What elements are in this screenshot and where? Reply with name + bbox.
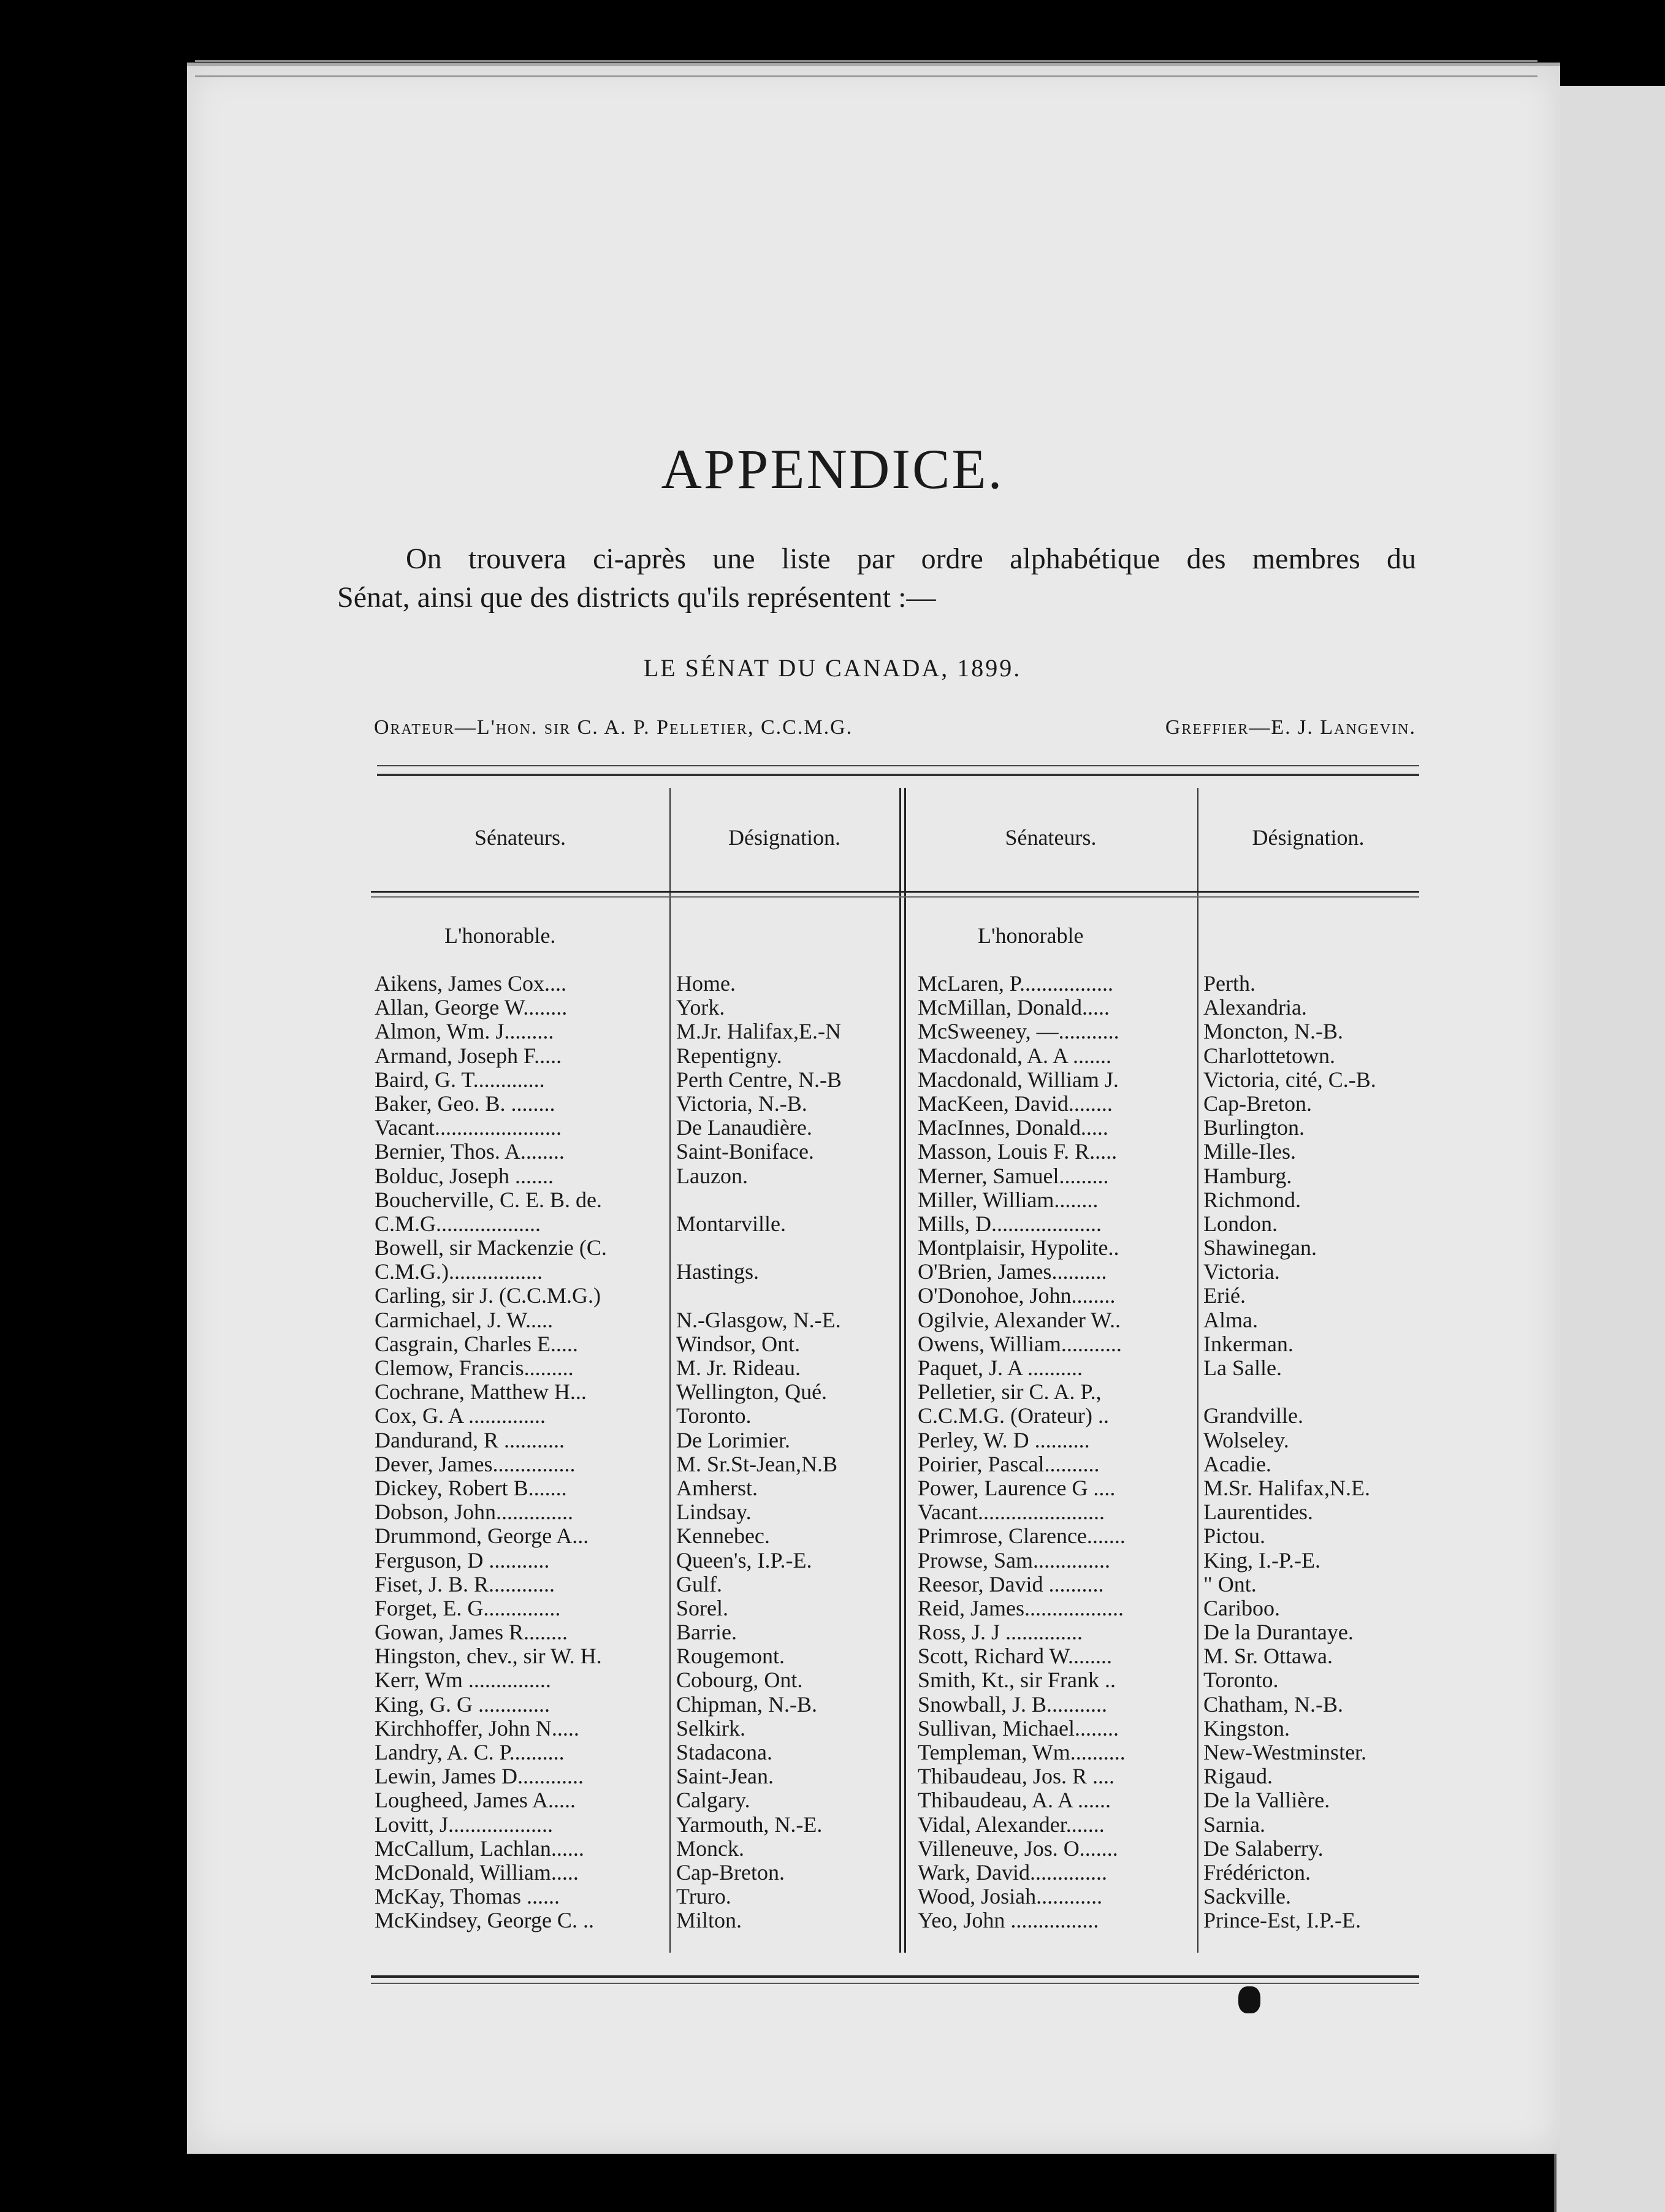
senator-name: Macdonald, William J. bbox=[918, 1067, 1119, 1092]
senator-name: Paquet, J. A .......... bbox=[918, 1356, 1083, 1380]
senator-designation: Richmond. bbox=[1203, 1188, 1301, 1212]
senator-name: Clemow, Francis......... bbox=[375, 1356, 574, 1380]
senator-name: Allan, George W........ bbox=[375, 996, 568, 1020]
senator-designation: Laurentides. bbox=[1203, 1500, 1313, 1525]
senator-designation: La Salle. bbox=[1203, 1356, 1282, 1380]
header-designation-right: Désignation. bbox=[1252, 825, 1365, 850]
page-stack-edge bbox=[195, 60, 1537, 77]
senator-name: Smith, Kt., sir Frank .. bbox=[918, 1668, 1116, 1693]
senator-designation: De Salaberry. bbox=[1203, 1836, 1324, 1861]
senator-name: Lougheed, James A..... bbox=[375, 1788, 576, 1813]
senator-name: Masson, Louis F. R..... bbox=[918, 1140, 1118, 1164]
senator-name: Kerr, Wm ............... bbox=[375, 1668, 551, 1693]
senator-designation bbox=[1203, 1380, 1419, 1404]
table-bottom-rule bbox=[371, 1975, 1419, 1984]
senator-name: Lewin, James D............ bbox=[375, 1764, 584, 1789]
senator-name: Dandurand, R ........... bbox=[375, 1428, 565, 1452]
senator-name: Hingston, chev., sir W. H. bbox=[375, 1644, 602, 1669]
senator-designation: Wellington, Qué. bbox=[676, 1380, 828, 1405]
senator-name: C.M.G.)................. bbox=[375, 1260, 543, 1284]
senator-designation bbox=[676, 1236, 898, 1260]
adjacent-page-edge bbox=[1554, 86, 1665, 2212]
honorable-right: L'honorable bbox=[978, 923, 1084, 948]
senator-name: Dever, James............... bbox=[375, 1452, 576, 1476]
senator-designation: Toronto. bbox=[676, 1404, 752, 1428]
senator-designation: N.-Glasgow, N.-E. bbox=[676, 1308, 841, 1332]
senator-designation: Sarnia. bbox=[1203, 1812, 1265, 1837]
senator-name: MacKeen, David........ bbox=[918, 1091, 1113, 1116]
senator-designation: Mille-Iles. bbox=[1203, 1140, 1296, 1164]
senator-name: Wood, Josiah............ bbox=[918, 1885, 1103, 1909]
senator-name: Vacant....................... bbox=[918, 1500, 1105, 1525]
senator-designation: M. Sr.St-Jean,N.B bbox=[676, 1452, 838, 1476]
intro-paragraph bbox=[337, 540, 1416, 617]
senator-name: McCallum, Lachlan...... bbox=[375, 1836, 584, 1861]
senator-name: Landry, A. C. P.......... bbox=[375, 1741, 565, 1764]
senator-name: Pelletier, sir C. A. P., bbox=[918, 1380, 1102, 1405]
intro-line-2: Sénat, ainsi que des districts qu'ils représentent :— bbox=[337, 581, 936, 614]
senator-designation: Erié. bbox=[1203, 1284, 1246, 1308]
senator-designation: Yarmouth, N.-E. bbox=[676, 1812, 823, 1837]
senator-designation: Sorel. bbox=[676, 1596, 728, 1620]
senator-designation: Toronto. bbox=[1203, 1668, 1279, 1693]
senator-name: Power, Laurence G .... bbox=[918, 1476, 1116, 1500]
senator-name: Villeneuve, Jos. O....... bbox=[918, 1836, 1118, 1861]
senator-designation: Burlington. bbox=[1203, 1116, 1305, 1140]
senator-name: Bolduc, Joseph ....... bbox=[375, 1164, 554, 1188]
senator-name: Poirier, Pascal.......... bbox=[918, 1452, 1100, 1476]
senator-name: Ross, J. J .............. bbox=[918, 1620, 1083, 1645]
senator-name: Templeman, Wm.......... bbox=[918, 1741, 1126, 1764]
header-rule bbox=[371, 891, 1419, 898]
senator-name: Carmichael, J. W..... bbox=[375, 1308, 553, 1332]
senator-designation: Charlottetown. bbox=[1203, 1043, 1335, 1068]
senator-designation: York. bbox=[676, 996, 725, 1020]
senator-designation: Perth Centre, N.-B bbox=[676, 1067, 842, 1092]
right-senator-names bbox=[918, 972, 1195, 1933]
senator-name: Wark, David.............. bbox=[918, 1860, 1108, 1885]
senator-designation: Lauzon. bbox=[676, 1164, 748, 1188]
senator-designation: Inkerman. bbox=[1203, 1332, 1294, 1356]
senator-designation: Prince-Est, I.P.-E. bbox=[1203, 1909, 1361, 1933]
senator-name: Cochrane, Matthew H... bbox=[375, 1380, 587, 1405]
senator-designation: Alma. bbox=[1203, 1308, 1258, 1332]
senator-designation: Montarville. bbox=[676, 1211, 786, 1236]
senator-name: Perley, W. D .......... bbox=[918, 1428, 1090, 1452]
senator-name: Sullivan, Michael........ bbox=[918, 1716, 1119, 1741]
greffier-label: Greffier—E. J. Langevin. bbox=[1165, 716, 1416, 739]
senator-designation: Rougemont. bbox=[676, 1644, 785, 1669]
senator-name: C.C.M.G. (Orateur) .. bbox=[918, 1404, 1109, 1428]
senator-name: Dobson, John.............. bbox=[375, 1500, 574, 1525]
senator-name: Macdonald, A. A ....... bbox=[918, 1043, 1111, 1068]
senator-name: Carling, sir J. (C.C.M.G.) bbox=[375, 1284, 601, 1308]
senator-designation: De Lanaudière. bbox=[676, 1116, 812, 1140]
senator-designation: Saint-Boniface. bbox=[676, 1140, 814, 1164]
senator-name: Primrose, Clarence....... bbox=[918, 1524, 1126, 1549]
senator-name: Fiset, J. B. R............ bbox=[375, 1572, 555, 1596]
senator-designation: Victoria, N.-B. bbox=[676, 1091, 807, 1116]
column-divider bbox=[669, 788, 671, 1953]
senator-designation: Saint-Jean. bbox=[676, 1764, 774, 1789]
senator-name: Baker, Geo. B. ........ bbox=[375, 1091, 555, 1116]
senator-name: McLaren, P................. bbox=[918, 972, 1113, 996]
intro-line-1: On trouvera ci-après une liste par ordre alphabétique des membres du bbox=[406, 543, 1416, 575]
senator-designation: M.Sr. Halifax,N.E. bbox=[1203, 1476, 1370, 1500]
senator-name: Vacant....................... bbox=[375, 1116, 562, 1140]
senator-name: Ferguson, D ........... bbox=[375, 1548, 550, 1573]
senator-designation: Milton. bbox=[676, 1909, 742, 1933]
senator-designation: Rigaud. bbox=[1203, 1764, 1273, 1789]
senator-name: Forget, E. G.............. bbox=[375, 1596, 561, 1620]
senator-name: Vidal, Alexander....... bbox=[918, 1812, 1105, 1837]
column-divider bbox=[1197, 788, 1198, 1953]
senator-designation: Kingston. bbox=[1203, 1716, 1290, 1741]
senator-name: Miller, William........ bbox=[918, 1188, 1099, 1212]
senator-name: Baird, G. T............. bbox=[375, 1067, 545, 1092]
officers-line bbox=[374, 716, 1416, 739]
senator-designation: Pictou. bbox=[1203, 1524, 1266, 1549]
senator-name: Thibaudeau, Jos. R .... bbox=[918, 1764, 1114, 1789]
senator-designation: Truro. bbox=[676, 1885, 731, 1909]
senator-name: McSweeney, —........... bbox=[918, 1020, 1119, 1044]
senator-name: Lovitt, J................... bbox=[375, 1812, 554, 1837]
senator-designation bbox=[676, 1188, 898, 1212]
senator-designation: King, I.-P.-E. bbox=[1203, 1548, 1320, 1573]
senator-name: Reesor, David .......... bbox=[918, 1572, 1104, 1596]
senator-designation: M.Jr. Halifax,E.-N bbox=[676, 1020, 841, 1044]
right-designations bbox=[1203, 972, 1419, 1933]
senate-title: LE SÉNAT DU CANADA, 1899. bbox=[643, 654, 1022, 682]
senator-name: Almon, Wm. J......... bbox=[375, 1020, 554, 1044]
senator-name: O'Brien, James.......... bbox=[918, 1260, 1107, 1284]
senator-designation: Wolseley. bbox=[1203, 1428, 1289, 1452]
header-designation-left: Désignation. bbox=[728, 825, 840, 850]
senator-name: Yeo, John ................ bbox=[918, 1909, 1099, 1933]
senator-designation: De la Vallière. bbox=[1203, 1788, 1330, 1813]
senator-name: Snowball, J. B........... bbox=[918, 1692, 1108, 1717]
senator-name: Boucherville, C. E. B. de. bbox=[375, 1188, 602, 1212]
senator-name: Dickey, Robert B....... bbox=[375, 1476, 567, 1500]
senator-designation: Victoria, cité, C.-B. bbox=[1203, 1067, 1376, 1092]
senator-name: King, G. G ............. bbox=[375, 1692, 550, 1717]
senator-name: C.M.G................... bbox=[375, 1211, 541, 1236]
senator-designation: Grandville. bbox=[1203, 1404, 1303, 1428]
senator-name: Cox, G. A .............. bbox=[375, 1404, 546, 1428]
senator-name: Owens, William........... bbox=[918, 1332, 1122, 1356]
senator-designation: Cobourg, Ont. bbox=[676, 1668, 803, 1693]
senator-designation: Sackville. bbox=[1203, 1885, 1291, 1909]
center-divider bbox=[899, 788, 901, 1953]
senator-designation: Frédéricton. bbox=[1203, 1860, 1311, 1885]
senator-designation: New-Westminster. bbox=[1203, 1741, 1367, 1764]
ink-blot bbox=[1238, 1986, 1260, 2013]
senator-name: Prowse, Sam.............. bbox=[918, 1548, 1110, 1573]
senator-designation: Windsor, Ont. bbox=[676, 1332, 801, 1356]
senator-name: Gowan, James R........ bbox=[375, 1620, 568, 1645]
senator-name: Ogilvie, Alexander W.. bbox=[918, 1308, 1121, 1332]
senator-designation: Stadacona. bbox=[676, 1741, 772, 1764]
senator-name: Armand, Joseph F..... bbox=[375, 1043, 562, 1068]
senator-designation: Hastings. bbox=[676, 1260, 759, 1284]
senator-designation: Selkirk. bbox=[676, 1716, 745, 1741]
senator-name: McKay, Thomas ...... bbox=[375, 1885, 560, 1909]
senator-designation: Cap-Breton. bbox=[676, 1860, 785, 1885]
senator-name: MacInnes, Donald..... bbox=[918, 1116, 1108, 1140]
center-divider bbox=[904, 788, 906, 1953]
header-senateurs-left: Sénateurs. bbox=[474, 825, 566, 850]
senator-designation: Perth. bbox=[1203, 972, 1255, 996]
senator-designation: Hamburg. bbox=[1203, 1164, 1292, 1188]
senator-designation: De Lorimier. bbox=[676, 1428, 790, 1452]
senator-designation bbox=[676, 1284, 898, 1308]
senator-name: Aikens, James Cox.... bbox=[375, 972, 566, 996]
senator-name: Mills, D.................... bbox=[918, 1211, 1102, 1236]
header-senateurs-right: Sénateurs. bbox=[1005, 825, 1097, 850]
left-designations bbox=[676, 972, 898, 1933]
left-senator-names bbox=[375, 972, 668, 1933]
senators-table bbox=[371, 788, 1419, 1953]
senator-name: Montplaisir, Hypolite.. bbox=[918, 1236, 1119, 1260]
senator-designation: Acadie. bbox=[1203, 1452, 1271, 1476]
senator-name: Kirchhoffer, John N..... bbox=[375, 1716, 579, 1741]
orateur-label: Orateur—L'hon. sir C. A. P. Pelletier, C.C.M.G. bbox=[374, 716, 853, 739]
senator-designation: Alexandria. bbox=[1203, 996, 1307, 1020]
senator-designation: Home. bbox=[676, 972, 736, 996]
senator-name: Drummond, George A... bbox=[375, 1524, 589, 1549]
senator-designation: M. Sr. Ottawa. bbox=[1203, 1644, 1333, 1669]
senator-name: O'Donohoe, John........ bbox=[918, 1284, 1116, 1308]
senator-designation: De la Durantaye. bbox=[1203, 1620, 1354, 1645]
senator-designation: Cap-Breton. bbox=[1203, 1091, 1312, 1116]
senator-designation: Kennebec. bbox=[676, 1524, 770, 1549]
senator-designation: Repentigny. bbox=[676, 1043, 782, 1068]
senator-designation: Chipman, N.-B. bbox=[676, 1692, 817, 1717]
senator-designation: M. Jr. Rideau. bbox=[676, 1356, 801, 1380]
senator-designation: " Ont. bbox=[1203, 1572, 1257, 1596]
senator-name: Thibaudeau, A. A ...... bbox=[918, 1788, 1111, 1813]
table-top-rule bbox=[377, 765, 1419, 776]
senator-name: Reid, James.................. bbox=[918, 1596, 1124, 1620]
honorable-left: L'honorable. bbox=[444, 923, 556, 948]
senator-name: McMillan, Donald..... bbox=[918, 996, 1110, 1020]
senator-designation: Barrie. bbox=[676, 1620, 737, 1645]
senator-designation: Monck. bbox=[676, 1836, 744, 1861]
senator-designation: Victoria. bbox=[1203, 1260, 1280, 1284]
senator-name: Casgrain, Charles E..... bbox=[375, 1332, 578, 1356]
senator-designation: Queen's, I.P.-E. bbox=[676, 1548, 812, 1573]
senator-designation: Shawinegan. bbox=[1203, 1236, 1317, 1260]
senator-designation: Cariboo. bbox=[1203, 1596, 1280, 1620]
senator-designation: Amherst. bbox=[676, 1476, 758, 1500]
senator-designation: Gulf. bbox=[676, 1572, 722, 1596]
senator-designation: Lindsay. bbox=[676, 1500, 752, 1525]
senator-designation: Calgary. bbox=[676, 1788, 750, 1813]
senator-name: Bernier, Thos. A........ bbox=[375, 1140, 565, 1164]
senator-name: McDonald, William..... bbox=[375, 1860, 579, 1885]
senator-name: Merner, Samuel......... bbox=[918, 1164, 1109, 1188]
senator-name: McKindsey, George C. .. bbox=[375, 1909, 594, 1933]
senator-designation: London. bbox=[1203, 1211, 1278, 1236]
senator-name: Scott, Richard W........ bbox=[918, 1644, 1112, 1669]
senator-name: Bowell, sir Mackenzie (C. bbox=[375, 1236, 607, 1260]
page-title: APPENDICE. bbox=[661, 438, 1004, 500]
senator-designation: Moncton, N.-B. bbox=[1203, 1020, 1343, 1044]
senator-designation: Chatham, N.-B. bbox=[1203, 1692, 1343, 1717]
